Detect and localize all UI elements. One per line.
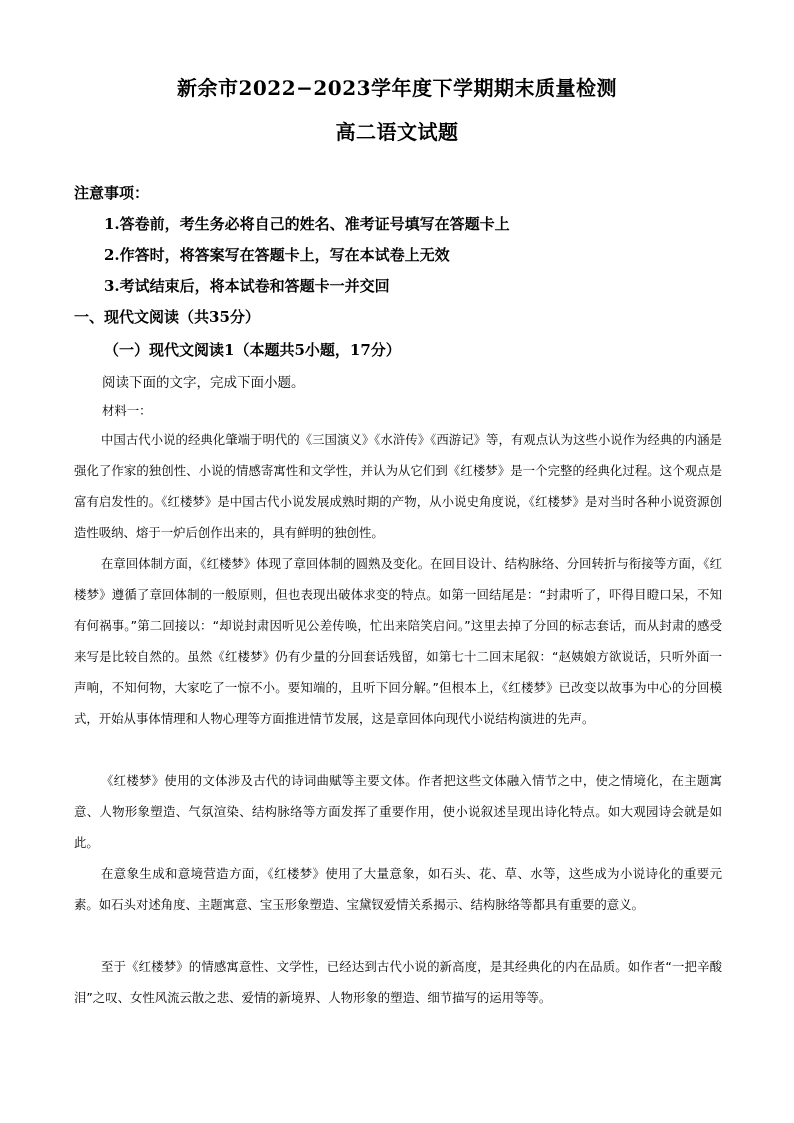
- notice-item-2: 2.作答时，将答案写在答题卡上，写在本试卷上无效: [104, 246, 450, 264]
- paragraph-3: 《红楼梦》使用的文体涉及古代的诗词曲赋等主要文体。作者把这些文体融入情节之中，使之情境化，在主题寓意、人物形象塑造、气氛渲染、结构脉络等方面发挥了重要作用，使小说叙述呈现出诗化特点。如大观园诗会就是如此。: [74, 773, 722, 850]
- notice-item-1: 1.答卷前，考生务必将自己的姓名、准考证号填写在答题卡上: [104, 215, 510, 233]
- exam-subtitle: 高二语文试题: [335, 120, 459, 144]
- notice-item-3: 3.考试结束后，将本试卷和答题卡一并交回: [104, 277, 390, 295]
- exam-title: 新余市2022−2023学年度下学期期末质量检测: [176, 76, 618, 100]
- reading-instruction: 阅读下面的文字，完成下面小题。: [102, 375, 305, 391]
- material-label: 材料一：: [102, 403, 152, 418]
- paragraph-4: 在意象生成和意境营造方面，《红楼梦》使用了大量意象，如石头、花、草、水等，这些成为小说诗化的重要元素。如石头对述角度、主题寓意、宝玉形象塑造、宝黛钗爱情关系揭示、结构脉络等都具有重要的意义。: [74, 866, 722, 912]
- notice-heading: 注意事项：: [74, 184, 150, 202]
- paragraph-2: 在章回体制方面，《红楼梦》体现了章回体制的圆熟及变化。在回目设计、结构脉络、分回转折与衔接等方面，《红楼梦》遵循了章回体制的一般原则，但也表现出破体求变的特点。如第一回结尾是：“封肃听了，吓得目瞪口呆，不知有何祸事。”第二回接以：“却说封肃因听见公差传唤，忙出来陪笑启问。”这里去掉了分回的标志套话，而从封肃的感受来写是比较自然的。虽然《红楼梦》仍有少量的分回套话残留，如第七十二回末尾叙：“赵姨娘方欲说话，只听外面一声响，不知何物，大家吃了一惊不小。要知端的，且听下回分解。”但根本上，《红楼梦》已改变以故事为中心的分回模式，开始从事体情理和人物心理等方面推进情节发展，这是章回体向现代小说结构演进的先声。: [74, 556, 722, 726]
- section-heading: 一、现代文阅读（共35分）: [74, 308, 260, 326]
- paragraph-5: 至于《红楼梦》的情感寓意性、文学性，已经达到古代小说的新高度，是其经典化的内在品质。如作者“一把辛酸泪”之叹、女性风流云散之悲、爱情的新境界、人物形象的塑造、细节描写的运用等等。: [74, 959, 722, 1005]
- sub-section-heading: （一）现代文阅读1（本题共5小题，17分）: [104, 341, 401, 359]
- paragraph-1: 中国古代小说的经典化肇端于明代的《三国演义》《水浒传》《西游记》等，有观点认为这些小说作为经典的内涵是强化了作家的独创性、小说的情感寄寓性和文学性，并认为从它们到《红楼梦》是一个完整的经典化过程。这个观点是富有启发性的。《红楼梦》是中国古代小说发展成熟时期的产物，从小说史角度说，《红楼梦》是对当时各种小说资源创造性吸纳、熔于一炉后创作出来的，具有鲜明的独创性。: [74, 432, 722, 540]
